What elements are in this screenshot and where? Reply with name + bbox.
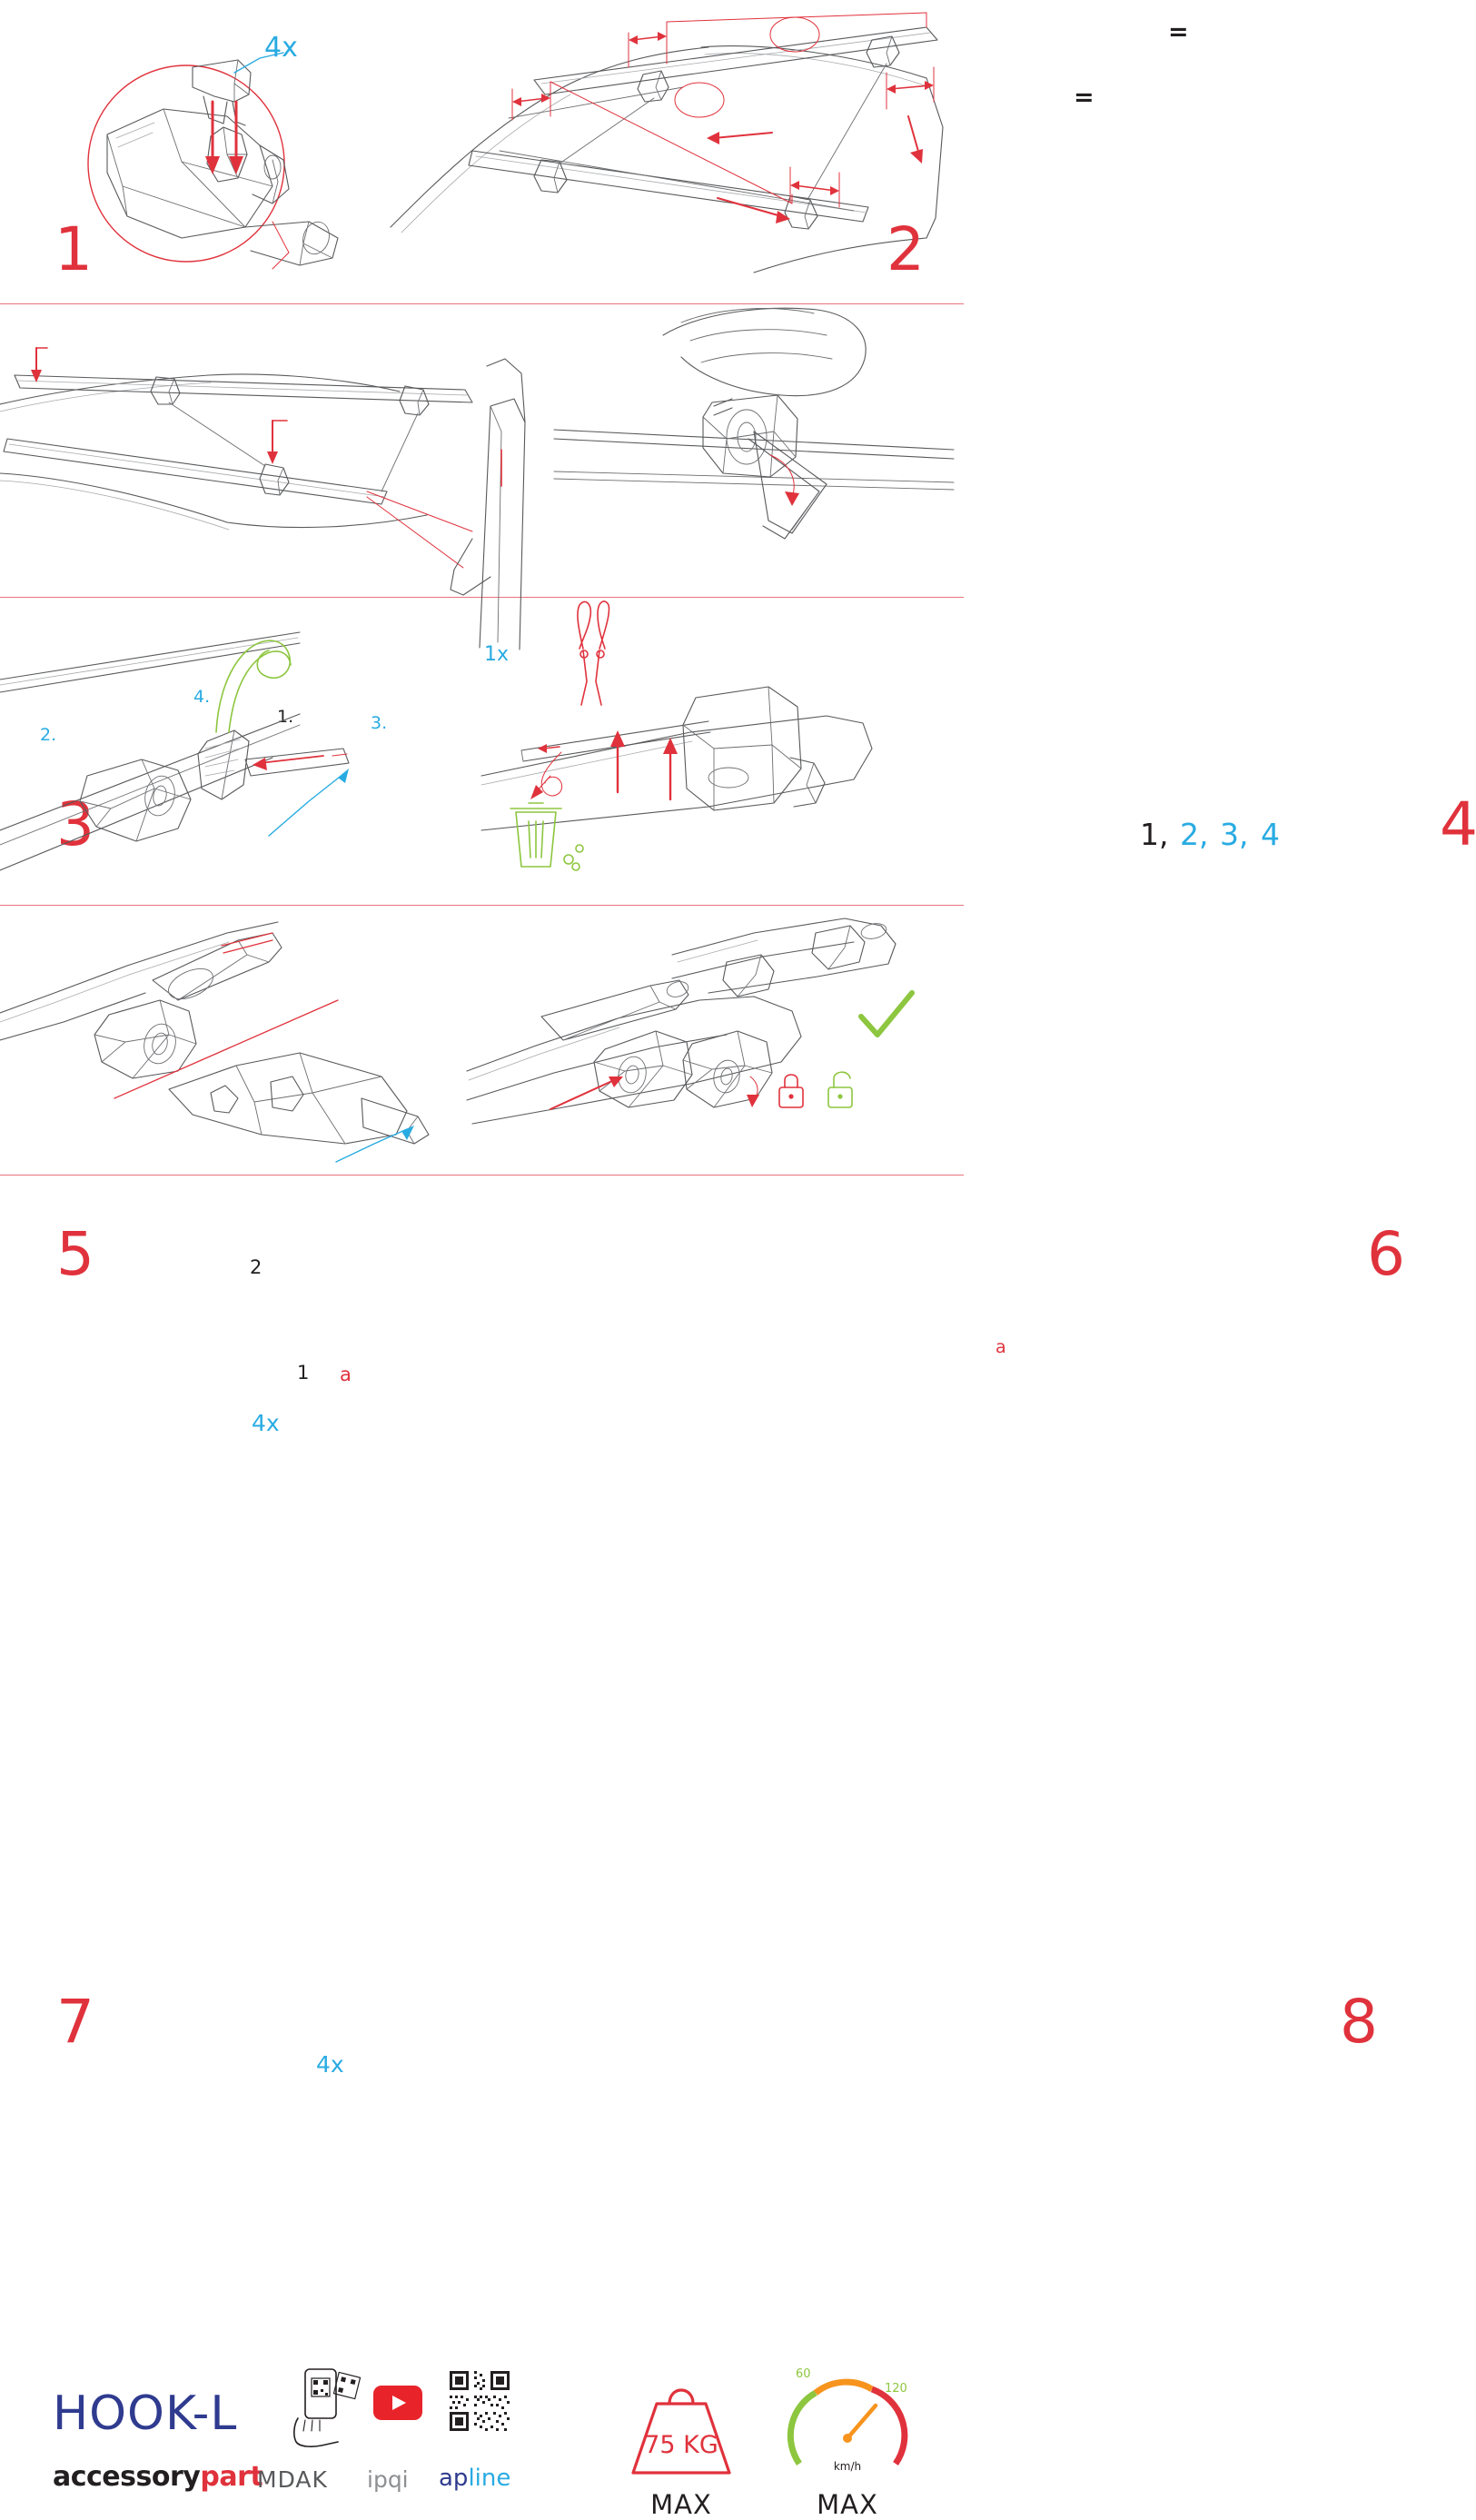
max-load-icon xyxy=(622,2371,740,2498)
speed-unit: km/h xyxy=(833,2460,862,2473)
step-6-point-a-label: a xyxy=(996,1337,1006,1357)
step-2-equal-label-2: = xyxy=(1074,84,1095,112)
step-2-equal-label-1: = xyxy=(1168,18,1189,46)
brand-apline-line: line xyxy=(468,2465,511,2492)
brand-apline-ap: ap xyxy=(439,2465,469,2492)
brand-apline xyxy=(439,2465,510,2492)
step-1-panel xyxy=(0,0,381,303)
step-4-order-3: 3, xyxy=(1220,817,1249,852)
brand-part-2: part xyxy=(200,2461,263,2493)
step-3-number: 3 xyxy=(56,789,93,859)
step-3-panel xyxy=(0,304,554,859)
speed-tick-60: 60 xyxy=(796,2367,811,2381)
step-4-order-2: 2, xyxy=(1180,817,1209,852)
qr-code xyxy=(450,2371,510,2431)
step-1-number: 1 xyxy=(54,214,91,284)
speed-tick-120: 120 xyxy=(885,2382,907,2396)
step-2-number: 2 xyxy=(887,214,923,284)
step-3-order-label-4: 4. xyxy=(193,687,211,707)
step-1-quantity-label: 4x xyxy=(264,32,298,64)
step-8-number: 8 xyxy=(1340,1987,1376,2057)
step-4-illustration xyxy=(554,304,964,597)
step-3-order-label-2: 2. xyxy=(40,725,57,745)
step-4-order-4: 4 xyxy=(1261,817,1280,852)
brand-part-1: accessory xyxy=(53,2461,201,2493)
step-6-number: 6 xyxy=(1367,1219,1403,1289)
brand-mdak: MDAK xyxy=(257,2466,328,2493)
step-5-illustration xyxy=(0,598,481,905)
step-3-illustration xyxy=(0,304,554,597)
step-5-number: 5 xyxy=(56,1219,93,1289)
step-3-order-label-3: 3. xyxy=(371,713,388,733)
brand-ipqi: ipqi xyxy=(367,2466,409,2493)
step-4-number: 4 xyxy=(1440,789,1476,859)
step-4-order-1: 1, xyxy=(1140,817,1169,852)
step-8-illustration xyxy=(454,906,964,1175)
step-2-panel xyxy=(381,0,1189,303)
divider-4 xyxy=(0,1175,964,1176)
max-speed-icon xyxy=(779,2362,916,2489)
step-7-illustration xyxy=(0,906,454,1175)
max-load-caption: MAX xyxy=(650,2489,712,2520)
phone-qr-scan-icon xyxy=(289,2367,362,2449)
step-5-panel xyxy=(0,598,481,1436)
product-name: HOOK-L xyxy=(53,2386,238,2441)
step-8-panel xyxy=(454,906,1376,2057)
step-7-quantity-label: 4x xyxy=(316,2051,344,2078)
youtube-play-icon[interactable] xyxy=(373,2386,422,2420)
step-3-order-label-1: 1. xyxy=(277,707,294,727)
step-6-illustration xyxy=(481,598,964,905)
max-load-value: 75 KG xyxy=(644,2431,718,2459)
step-2-illustration xyxy=(381,0,964,303)
step-6-panel xyxy=(481,598,1403,1357)
step-5-order-label-2: 2 xyxy=(250,1256,263,1278)
max-speed-caption: MAX xyxy=(817,2489,878,2520)
step-5-order-label-1: 1 xyxy=(297,1362,310,1384)
step-5-point-a-label: a xyxy=(340,1364,352,1385)
brand-accessorypart xyxy=(53,2461,263,2493)
step-7-panel xyxy=(0,906,454,2078)
step-5-quantity-label: 4x xyxy=(252,1410,280,1436)
step-3-quantity-label: 1x xyxy=(484,643,510,666)
step-4-panel xyxy=(554,304,1476,859)
step-7-number: 7 xyxy=(56,1987,93,2057)
weight-shape xyxy=(622,2371,740,2480)
